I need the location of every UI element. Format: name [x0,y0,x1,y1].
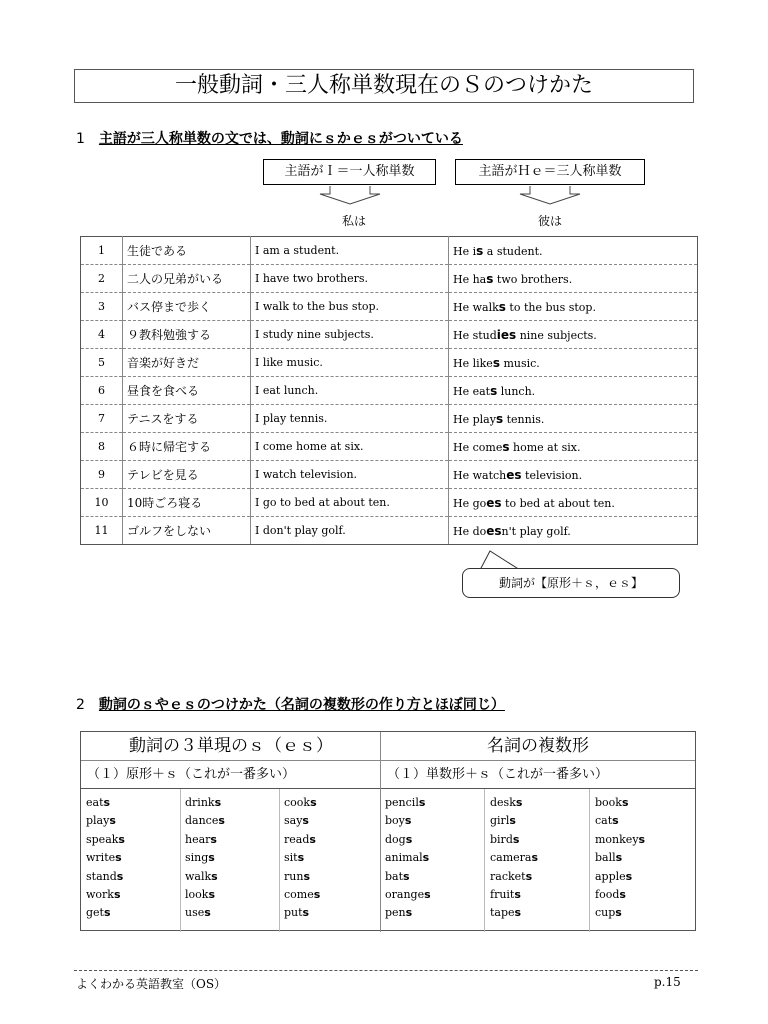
row-first-person: I watch television. [251,461,449,489]
word-stem: food [595,888,620,902]
list-item [385,868,431,886]
row-first-person: I walk to the bus stop. [251,293,449,321]
third-person-stem: He watch [453,468,507,482]
word-stem: girl [490,814,510,828]
third-person-stem: He play [453,412,496,426]
word-ending: s [405,906,413,920]
list-item [284,904,320,922]
word-ending: s [309,832,316,846]
down-arrow-icon [320,186,380,204]
footer-divider [74,970,698,971]
word-ending: s [509,814,516,828]
section2-heading [76,694,505,714]
list-item [284,812,320,830]
third-person-stem: He i [453,244,477,258]
table-row [81,293,698,321]
row-number: 10 [81,489,123,517]
row-first-person: I study nine subjects. [251,321,449,349]
row-number: 6 [81,377,123,405]
list-item [385,886,431,904]
list-item [284,849,320,867]
third-person-stem: He stud [453,328,497,342]
verb-column-1 [86,794,125,923]
callout-note: 動詞が【原形＋ｓ，ｅｓ】 [462,568,680,598]
row-japanese: バス停まで歩く [123,293,251,321]
list-item [595,794,645,812]
list-item [86,812,125,830]
word-ending: s [619,888,626,902]
list-item [595,812,645,830]
noun-column-2 [490,794,538,923]
row-japanese: ゴルフをしない [123,517,251,545]
row-japanese: 昼食を食べる [123,377,251,405]
word-ending: s [625,869,633,883]
table-row [81,461,698,489]
word-ending: s [103,796,111,809]
section1-number: 1 [76,131,85,147]
row-third-person [449,433,698,461]
word-stem: cat [595,814,613,828]
word-ending: s [512,832,520,846]
third-person-ending: es [506,467,522,482]
word-stem: come [284,888,314,902]
word-ending: s [302,814,309,828]
third-person-rest: to the bus stop. [505,300,596,314]
third-person-stem: He go [453,496,487,510]
row-number: 11 [81,517,123,545]
word-ending: s [208,851,215,865]
row-number: 4 [81,321,123,349]
table-row [81,517,698,545]
third-person-ending: s [495,411,504,426]
row-number: 5 [81,349,123,377]
third-person-ending: es [486,523,502,538]
word-stem: dog [385,832,406,846]
label-first-person: 主語がＩ＝一人称単数 [263,159,436,185]
table-row [81,405,698,433]
list-item [185,831,225,849]
row-first-person: I play tennis. [251,405,449,433]
word-ending: s [514,888,521,902]
list-item [86,794,125,812]
list-item [595,849,645,867]
word-ending: s [302,906,310,920]
word-stem: use [185,906,205,920]
word-ending: s [515,796,523,809]
table-row [81,265,698,293]
list-item [595,904,645,922]
list-item [284,886,320,904]
third-person-ending: s [486,271,494,286]
list-item [385,849,431,867]
row-japanese: テニスをする [123,405,251,433]
row-third-person [449,349,698,377]
row-third-person [449,489,698,517]
word-stem: stand [86,869,117,883]
word-stem: fruit [490,888,515,902]
row-first-person: I come home at six. [251,433,449,461]
table-row [81,377,698,405]
list-item [595,831,645,849]
third-person-stem: He like [453,356,493,370]
row-number: 2 [81,265,123,293]
word-stem: play [86,814,110,828]
word-ending: s [313,888,321,902]
section2-title: 動詞のｓやｅｓのつけかた（名詞の複数形の作り方とほぼ同じ） [98,697,505,713]
word-ending: s [214,796,222,809]
word-stem: read [284,832,310,846]
row-number: 1 [81,237,123,265]
row-japanese: ９教科勉強する [123,321,251,349]
list-item [385,794,431,812]
footer-left: よくわかる英語教室（OS） [76,977,227,991]
third-person-rest: music. [499,356,540,370]
word-ending: s [422,851,430,865]
third-person-ending: s [502,439,510,454]
word-stem: bird [490,832,513,846]
third-person-ending: s [490,383,498,398]
word-stem: sing [185,851,209,865]
third-person-rest: tennis. [503,412,545,426]
verb-column-3 [284,794,320,923]
word-ending: s [210,832,217,846]
word-ending: s [118,832,125,846]
row-first-person: I don't play golf. [251,517,449,545]
third-person-ending: es [486,495,502,510]
row-japanese: 生徒である [123,237,251,265]
word-stem: put [284,906,303,920]
word-ending: s [404,814,412,828]
noun-column-3 [595,794,645,923]
down-arrow-icon [520,186,580,204]
word-ending: s [424,888,431,902]
row-japanese: 二人の兄弟がいる [123,265,251,293]
list-item [490,794,538,812]
word-ending: s [612,814,619,828]
word-ending: s [204,906,211,920]
word-ending: s [115,851,122,865]
list-item [284,794,320,812]
list-item [185,868,225,886]
list-item [86,831,125,849]
down-arrows [300,186,680,208]
third-person-rest: home at six. [509,440,581,454]
third-person-stem: He ha [453,272,487,286]
footer-page-number: p.15 [654,975,681,989]
list-item [385,904,431,922]
row-japanese: 10時ごろ寝る [123,489,251,517]
third-person-rest: nine subjects. [516,328,597,342]
row-third-person [449,461,698,489]
word-ending: s [403,869,410,883]
list-item [185,904,225,922]
third-person-stem: He come [453,440,503,454]
list-item [385,812,431,830]
word-stem: cook [284,796,311,809]
word-stem: speak [86,832,119,846]
list-item [86,904,125,922]
word-ending: s [113,888,121,902]
noun-header: 名詞の複数形 [381,732,695,761]
word-stem: look [185,888,209,902]
word-stem: write [86,851,116,865]
spelling-table [80,731,696,931]
list-item [185,794,225,812]
word-stem: cup [595,906,616,920]
list-item [595,886,645,904]
section2-number: 2 [76,697,85,713]
row-number: 7 [81,405,123,433]
word-ending: s [418,796,426,809]
row-first-person: I like music. [251,349,449,377]
word-ending: s [211,869,218,883]
word-stem: say [284,814,303,828]
word-stem: apple [595,869,626,883]
row-first-person: I have two brothers. [251,265,449,293]
verb-subheader: （１）原形＋ｓ（これが一番多い） [81,761,381,789]
word-stem: boy [385,814,405,828]
table-row [81,321,698,349]
row-japanese: ６時に帰宅する [123,433,251,461]
word-stem: sit [284,851,298,865]
list-item [490,886,538,904]
row-japanese: テレビを見る [123,461,251,489]
word-stem: bat [385,869,404,883]
row-third-person [449,321,698,349]
word-ending: s [531,851,539,865]
word-stem: desk [490,796,516,809]
word-stem: walk [185,869,212,883]
list-item [595,868,645,886]
table-row [81,349,698,377]
noun-subheader: （１）単数形＋ｓ（これが一番多い） [381,761,695,789]
word-stem: eat [86,796,104,809]
word-stem: tape [490,906,515,920]
third-person-ending: s [492,355,500,370]
row-third-person [449,517,698,545]
row-number: 8 [81,433,123,461]
third-person-rest: two brothers. [493,272,573,286]
word-stem: book [595,796,622,809]
word-stem: racket [490,869,526,883]
sub-label-watashi: 私は [342,214,367,228]
third-person-ending: s [476,243,484,258]
word-stem: monkey [595,832,639,846]
page-title: 一般動詞・三人称単数現在のＳのつけかた [74,69,694,103]
third-person-rest: n't play golf. [501,524,571,538]
word-stem: animal [385,851,423,865]
table-row [81,237,698,265]
row-first-person: I go to bed at about ten. [251,489,449,517]
label-third-person: 主語がＨｅ＝三人称単数 [455,159,645,185]
list-item [185,886,225,904]
word-stem: camera [490,851,532,865]
third-person-rest: television. [521,468,583,482]
word-stem: orange [385,888,425,902]
third-person-rest: lunch. [497,384,536,398]
verb-header: 動詞の３単現のｓ（ｅｓ） [81,732,381,761]
noun-column-1 [385,794,431,923]
word-stem: dance [185,814,219,828]
word-stem: hear [185,832,211,846]
word-stem: pencil [385,796,419,809]
third-person-stem: He walk [453,300,499,314]
list-item [385,831,431,849]
list-item [490,868,538,886]
word-ending: s [109,814,116,828]
word-ending: s [405,832,413,846]
word-ending: s [103,906,111,920]
third-person-ending: ies [496,327,517,342]
word-ending: s [218,814,225,828]
list-item [86,849,125,867]
row-third-person [449,405,698,433]
word-ending: s [525,869,533,883]
word-stem: run [284,869,304,883]
section1-heading [76,128,463,148]
word-ending: s [514,906,522,920]
section1-title: 主語が三人称単数の文では、動詞にｓかｅｓがついている [98,131,463,147]
row-third-person [449,265,698,293]
list-item [86,868,125,886]
row-number: 3 [81,293,123,321]
word-ending: s [116,869,124,883]
word-stem: get [86,906,104,920]
word-stem: work [86,888,114,902]
third-person-ending: s [498,299,506,314]
table-row [81,433,698,461]
row-first-person: I am a student. [251,237,449,265]
word-ending: s [615,906,622,920]
row-number: 9 [81,461,123,489]
list-item [490,849,538,867]
third-person-rest: a student. [483,244,543,258]
row-first-person: I eat lunch. [251,377,449,405]
row-japanese: 音楽が好きだ [123,349,251,377]
word-ending: s [615,851,623,865]
word-ending: s [638,832,646,846]
word-stem: pen [385,906,406,920]
list-item [185,812,225,830]
third-person-stem: He do [453,524,487,538]
word-ending: s [310,796,317,809]
word-ending: s [297,851,305,865]
conjugation-table [80,236,698,545]
row-third-person [449,293,698,321]
list-item [86,886,125,904]
list-item [284,868,320,886]
word-ending: s [621,796,629,809]
word-stem: ball [595,851,616,865]
sub-label-kare: 彼は [538,214,563,228]
row-third-person [449,377,698,405]
third-person-rest: to bed at about ten. [501,496,615,510]
word-ending: s [208,888,215,902]
list-item [490,812,538,830]
word-stem: drink [185,796,215,809]
verb-column-2 [185,794,225,923]
list-item [490,831,538,849]
list-item [284,831,320,849]
list-item [490,904,538,922]
word-ending: s [303,869,310,883]
third-person-stem: He eat [453,384,491,398]
table-row [81,489,698,517]
row-third-person [449,237,698,265]
list-item [185,849,225,867]
